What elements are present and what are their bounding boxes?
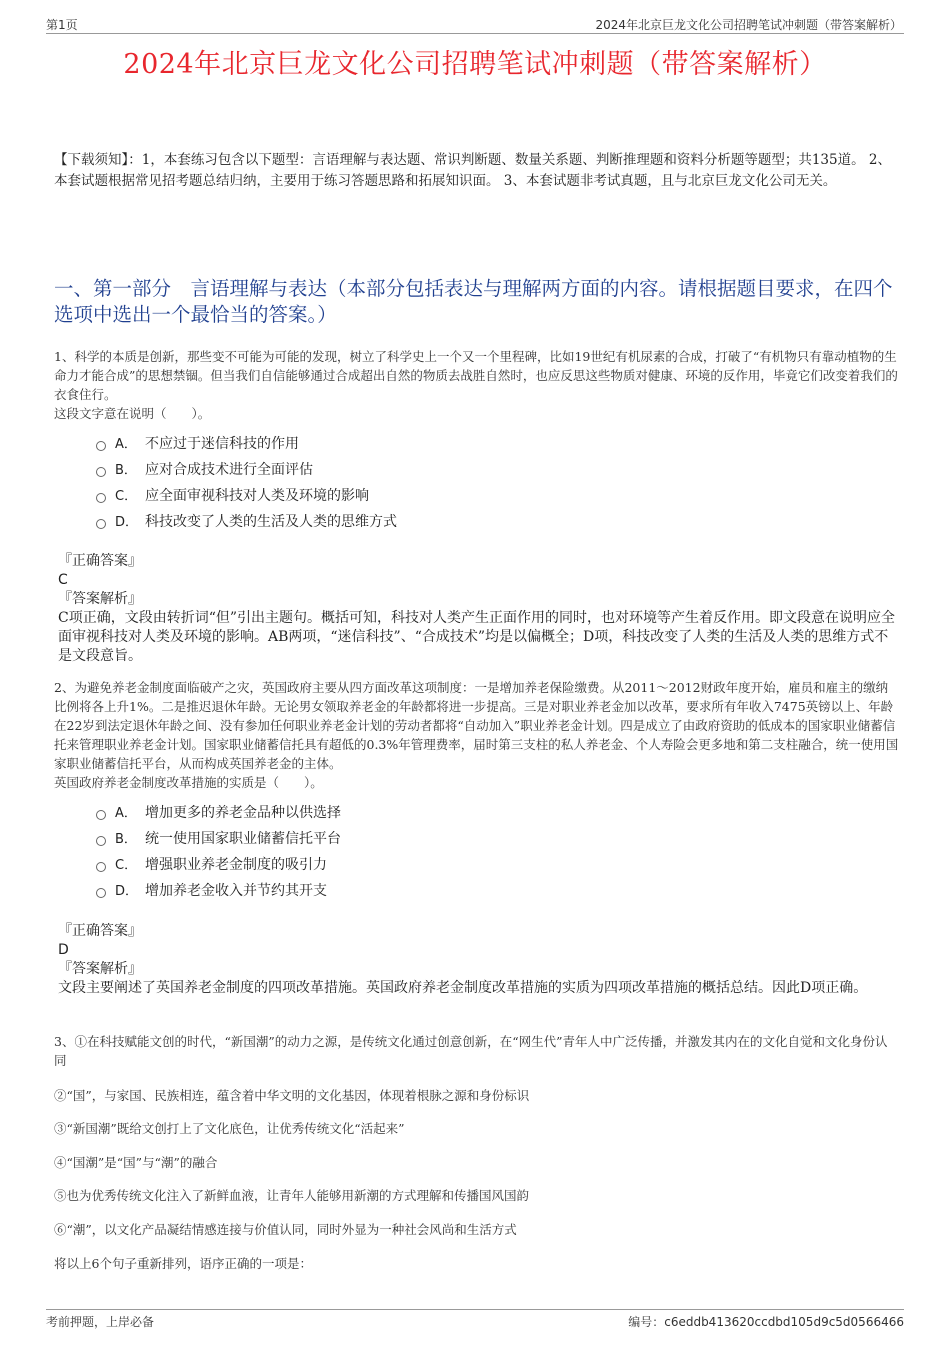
- analysis-label: 『答案解析』: [58, 591, 142, 607]
- option-letter: C．: [115, 488, 138, 504]
- option-list: [96, 431, 900, 535]
- option-c[interactable]: [96, 852, 900, 878]
- question-prompt: 英国政府养老金制度改革措施的实质是（ ）。: [54, 775, 323, 790]
- option-text: 应全面审视科技对人类及环境的影响: [145, 487, 369, 504]
- header-doc-title: 2024年北京巨龙文化公司招聘笔试冲刺题（带答案解析）: [595, 18, 902, 32]
- radio-button[interactable]: [96, 862, 106, 872]
- option-text: 增加更多的养老金品种以供选择: [145, 804, 341, 821]
- option-letter: B．: [115, 462, 137, 478]
- option-letter: A．: [115, 805, 137, 821]
- option-b[interactable]: [96, 457, 900, 483]
- footer-divider: [46, 1309, 904, 1310]
- document-id: 编号：c6eddb413620ccdbd105d9c5d0566466: [628, 1315, 904, 1329]
- q3-sentence-6: ⑥“潮”，以文化产品凝结情感连接与价值认同，同时外显为一种社会风尚和生活方式: [54, 1222, 517, 1237]
- answer-block-2: [58, 922, 900, 998]
- q3-sentence-4: ④“国潮”是“国”与“潮”的融合: [54, 1155, 218, 1170]
- analysis-label: 『答案解析』: [58, 961, 142, 977]
- radio-button[interactable]: [96, 493, 106, 503]
- section-heading: 一、第一部分 言语理解与表达（本部分包括表达与理解两方面的内容。请根据题目要求，在四个选项中选出一个最恰当的答案。）: [54, 277, 893, 326]
- option-b[interactable]: [96, 826, 900, 852]
- correct-answer: C: [58, 572, 68, 588]
- option-text: 不应过于迷信科技的作用: [145, 435, 299, 452]
- option-text: 统一使用国家职业储蓄信托平台: [145, 830, 341, 847]
- answer-label: 『正确答案』: [58, 553, 142, 569]
- question-stem: 1、科学的本质是创新，那些变不可能为可能的发现，树立了科学史上一个又一个里程碑，比如19世纪有机尿素的合成，打破了“有机物只有靠动植物的生命力才能合成”的思想禁锢。但当我们自信能够通过合成超出自然的物质去战胜自然时，也应反思这些物质对健康、环境的反作用，毕竟它们改变着我们的衣食住行。: [54, 349, 898, 402]
- option-list: [96, 800, 900, 904]
- option-letter: B．: [115, 831, 137, 847]
- question-1: [54, 347, 900, 535]
- option-a[interactable]: [96, 431, 900, 457]
- header-divider: [46, 33, 904, 34]
- radio-button[interactable]: [96, 519, 106, 529]
- option-letter: C．: [115, 857, 138, 873]
- radio-button[interactable]: [96, 441, 106, 451]
- radio-button[interactable]: [96, 810, 106, 820]
- answer-block-1: [58, 552, 900, 666]
- option-c[interactable]: [96, 483, 900, 509]
- correct-answer: D: [58, 942, 69, 958]
- option-text: 增强职业养老金制度的吸引力: [145, 856, 327, 873]
- download-notice: 【下载须知】：1，本套练习包含以下题型：言语理解与表达题、常识判断题、数量关系题、判断推理题和资料分析题等题型；共135道。 2、本套试题根据常见招考题总结归纳，主要用于练习答题思路和拓展知识面。 3、本套试题非考试真题，且与北京巨龙文化公司无关。: [54, 152, 891, 189]
- option-letter: D．: [115, 514, 139, 530]
- answer-label: 『正确答案』: [58, 923, 142, 939]
- q3-prompt: 将以上6个句子重新排列，语序正确的一项是：: [54, 1256, 312, 1271]
- radio-button[interactable]: [96, 467, 106, 477]
- q3-sentence-3: ③“新国潮”既给文创打上了文化底色，让优秀传统文化“活起来”: [54, 1121, 405, 1136]
- question-2: [54, 678, 900, 904]
- q3-sentence-2: ②“国”，与家国、民族相连，蕴含着中华文明的文化基因，体现着根脉之源和身份标识: [54, 1088, 530, 1103]
- option-text: 科技改变了人类的生活及人类的思维方式: [145, 513, 397, 530]
- document-title: 2024年北京巨龙文化公司招聘笔试冲刺题（带答案解析）: [123, 49, 827, 80]
- option-d[interactable]: [96, 509, 900, 535]
- radio-button[interactable]: [96, 888, 106, 898]
- option-text: 应对合成技术进行全面评估: [145, 461, 313, 478]
- option-letter: A．: [115, 436, 137, 452]
- option-d[interactable]: [96, 878, 900, 904]
- footer-slogan: 考前押题，上岸必备: [46, 1315, 155, 1329]
- q3-sentence-1: 3、①在科技赋能文创的时代，“新国潮”的动力之源，是传统文化通过创意创新，在“网生代”青年人中广泛传播，并激发其内在的文化自觉和文化身份认同: [54, 1034, 888, 1068]
- q3-sentence-5: ⑤也为优秀传统文化注入了新鲜血液，让青年人能够用新潮的方式理解和传播国风国韵: [54, 1188, 530, 1203]
- answer-analysis: C项正确，文段由转折词“但”引出主题句。概括可知，科技对人类产生正面作用的同时，也对环境等产生着反作用。即文段意在说明应全面审视科技对人类及环境的影响。AB两项，“迷信科技”、“合成技术”均是以偏概全；D项，科技改变了人类的生活及人类的思维方式不是文段意旨。: [58, 610, 896, 664]
- question-stem: 2、为避免养老金制度面临破产之灾，英国政府主要从四方面改革这项制度：一是增加养老保险缴费。从2011～2012财政年度开始，雇员和雇主的缴纳比例将各上升1%。二是推迟退休年龄。无论男女领取养老金的年龄都将进一步提高。三是对职业养老金加以改革，要求所有年收入7475英镑以上、年龄在22岁到法定退休年龄之间、没有参加任何职业养老金计划的劳动者都将“自动加入”职业养老金计划。四是成立了由政府资助的低成本的国家职业储蓄信托来管理职业养老金计划。国家职业储蓄信托具有超低的0.3%年管理费率，届时第三支柱的私人养老金、个人寿险会更多地和第二支柱融合，统一使用国家职业储蓄信托平台，从而构成英国养老金的主体。: [54, 680, 899, 771]
- option-a[interactable]: [96, 800, 900, 826]
- answer-analysis: 文段主要阐述了英国养老金制度的四项改革措施。英国政府养老金制度改革措施的实质为四项改革措施的概括总结。因此D项正确。: [58, 980, 868, 996]
- option-letter: D．: [115, 883, 139, 899]
- radio-button[interactable]: [96, 836, 106, 846]
- page-number: 第1页: [46, 18, 78, 32]
- option-text: 增加养老金收入并节约其开支: [145, 882, 327, 899]
- question-prompt: 这段文字意在说明（ ）。: [54, 406, 211, 421]
